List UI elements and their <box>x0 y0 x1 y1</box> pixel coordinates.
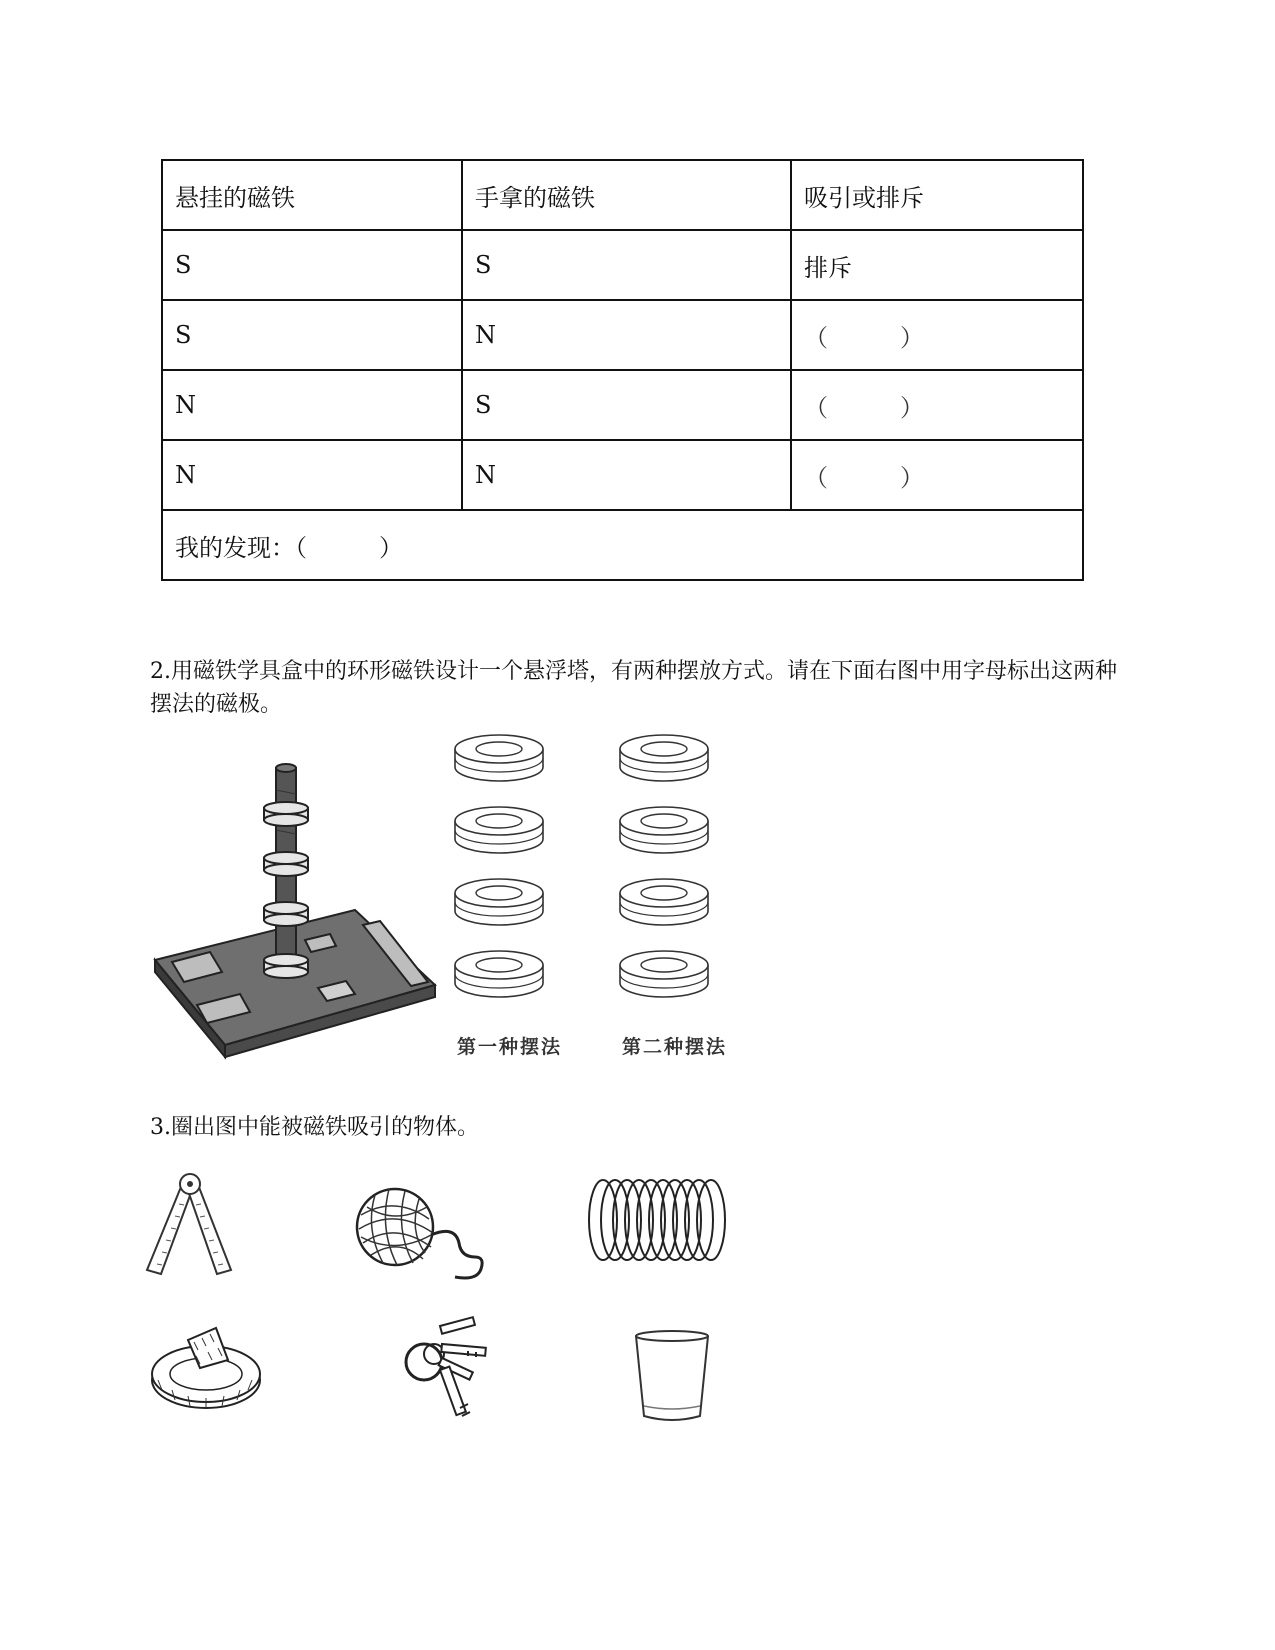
answer-blank[interactable]: （ ） <box>791 300 1083 370</box>
glass-cup-icon[interactable] <box>632 1328 712 1428</box>
caption-second-arrangement: 第二种摆法 <box>622 1036 728 1058</box>
header-handheld-magnet: 手拿的磁铁 <box>462 160 791 230</box>
tape-measure-icon[interactable] <box>148 1320 268 1420</box>
header-hanging-magnet: 悬挂的磁铁 <box>162 160 462 230</box>
magnet-pole-table <box>161 159 1084 581</box>
keys-icon[interactable] <box>400 1318 500 1428</box>
answer-blank[interactable]: （ ） <box>791 440 1083 510</box>
hanging-pole-cell: N <box>162 440 462 510</box>
finding-answer-blank[interactable]: 我的发现：（ ） <box>162 510 1083 580</box>
ring-magnet-stacks <box>455 735 735 1025</box>
spring-icon[interactable] <box>585 1170 735 1270</box>
table-row <box>162 300 1083 370</box>
hanging-pole-cell: S <box>162 230 462 300</box>
handheld-pole-cell: S <box>462 230 791 300</box>
finding-row <box>162 510 1083 580</box>
hanging-pole-cell: N <box>162 370 462 440</box>
yarn-ball-icon[interactable] <box>355 1185 495 1285</box>
result-cell: 排斥 <box>791 230 1083 300</box>
table-row <box>162 370 1083 440</box>
handheld-pole-cell: N <box>462 300 791 370</box>
handheld-pole-cell: N <box>462 440 791 510</box>
header-attract-or-repel: 吸引或排斥 <box>791 160 1083 230</box>
second-arrangement-stack <box>620 735 708 997</box>
caption-first-arrangement: 第一种摆法 <box>457 1036 563 1058</box>
hanging-pole-cell: S <box>162 300 462 370</box>
levitation-tower-illustration <box>150 750 440 1060</box>
folding-ruler-icon[interactable] <box>145 1170 235 1280</box>
table-header-row <box>162 160 1083 230</box>
question-2-text: 2.用磁铁学具盒中的环形磁铁设计一个悬浮塔，有两种摆放方式。请在下面右图中用字母标出这两种摆法的磁极。 <box>150 659 1117 717</box>
first-arrangement-stack <box>455 735 543 997</box>
handheld-pole-cell: S <box>462 370 791 440</box>
question-3-text: 3.圈出图中能被磁铁吸引的物体。 <box>150 1115 479 1140</box>
table-row <box>162 440 1083 510</box>
table-row <box>162 230 1083 300</box>
answer-blank[interactable]: （ ） <box>791 370 1083 440</box>
